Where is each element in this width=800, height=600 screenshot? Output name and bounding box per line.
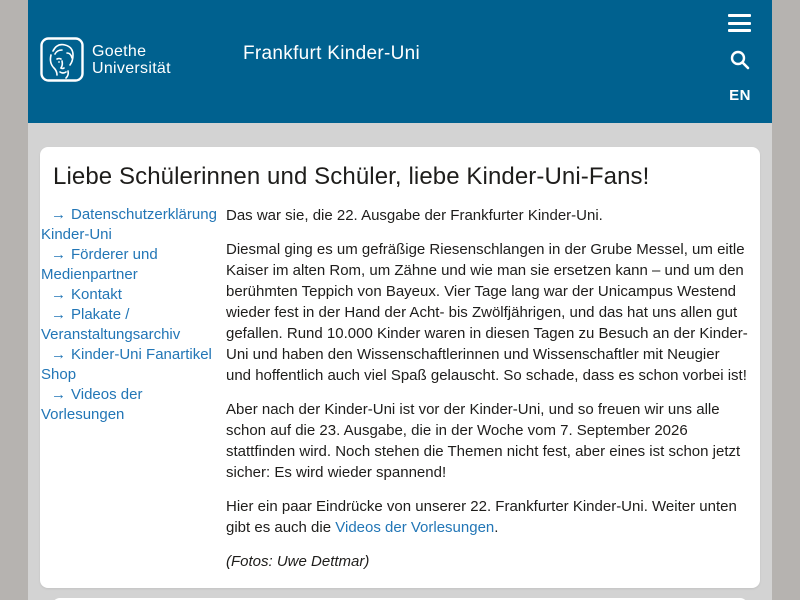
videos-link[interactable]: Videos der Vorlesungen [335, 519, 495, 536]
closing-period: . [494, 519, 499, 536]
arrow-icon: → [51, 206, 66, 223]
content-card [40, 147, 760, 588]
paragraph-closing [226, 496, 748, 538]
sidebar-link-label: Datenschutzerklärung Kinder-Uni [41, 206, 217, 243]
paragraph-outlook: Aber nach der Kinder-Uni ist vor der Kinder-Uni, und so freuen wir uns alle schon auf die 23. Ausgabe, die in der Woche vom 7. September 2026 stattfinden wird. Noch stehen die Themen nicht fest, aber eines ist schon jetzt sicher: Es wird wieder spannend! [226, 401, 741, 481]
search-icon [729, 49, 751, 71]
sidebar-item [41, 285, 220, 305]
sidebar-item [41, 385, 220, 425]
sidebar-item [41, 305, 220, 345]
arrow-icon: → [51, 246, 66, 263]
sidebar-item [41, 205, 220, 245]
arrow-icon: → [51, 286, 66, 303]
logo-line1: Goethe [92, 42, 147, 60]
sidebar-link-fanartikel[interactable] [41, 346, 212, 383]
menu-button[interactable] [728, 14, 751, 32]
sidebar-link-list [41, 205, 220, 425]
sidebar-link-plakate[interactable] [41, 306, 180, 343]
sidebar-item [41, 245, 220, 285]
page-title: Liebe Schülerinnen und Schüler, liebe Kinder-Uni-Fans! [53, 163, 650, 190]
paragraph-intro: Das war sie, die 22. Ausgabe der Frankfurter Kinder-Uni. [226, 207, 603, 224]
content-area [28, 123, 772, 600]
search-button[interactable] [729, 49, 751, 71]
sidebar-link-foerderer[interactable] [41, 246, 158, 283]
goethe-portrait-icon [40, 37, 84, 82]
paragraph-recap: Diesmal ging es um gefräßige Riesenschlangen in der Grube Messel, um eitle Kaiser im alten Rom, um Zähne und wie man sie ersetzen kann – und um den berühmten Teppich von Bayeux. Vier Tage lang war der Unicampus Westend wieder fest in der Hand der Acht- bis Zwölfjährigen, und das hat uns allen gut gefallen. Rund 10.000 Kinder waren in diesen Tagen zu Besuch an der Kinder-Uni und haben den Wissenschaftlerinnen und Wissenschaftler mit Neugier und hoffentlich auch viel Spaß gelauscht. So schade, dass es schon vorbei ist! [226, 241, 748, 384]
sidebar-link-label: Plakate / Veranstaltungsarchiv [41, 306, 181, 343]
closing-text: Hier ein paar Eindrücke von unserer 22. Frankfurter Kinder-Uni. Weiter unten gibt es auch die [226, 498, 737, 536]
logo-wordmark [92, 43, 171, 77]
header [28, 0, 772, 123]
sidebar-nav [41, 205, 220, 425]
logo-line2: Universität [92, 59, 171, 77]
sidebar-link-videos[interactable] [41, 386, 142, 423]
sidebar-link-kontakt[interactable] [51, 286, 122, 303]
article-body [226, 205, 748, 572]
arrow-icon: → [51, 346, 66, 363]
sidebar-link-label: Kinder-Uni Fanartikel Shop [41, 346, 212, 383]
sidebar-item [41, 345, 220, 385]
goethe-logo[interactable] [40, 37, 171, 82]
sidebar-link-label: Videos der Vorlesungen [41, 386, 143, 423]
arrow-icon: → [51, 386, 66, 403]
hamburger-icon [728, 14, 751, 17]
page-container [28, 0, 772, 600]
two-column-layout [41, 205, 748, 572]
photo-credit: (Fotos: Uwe Dettmar) [226, 553, 370, 570]
sidebar-link-datenschutz[interactable] [41, 206, 217, 243]
arrow-icon: → [51, 306, 66, 323]
sidebar-link-label: Kontakt [71, 286, 122, 303]
language-toggle-en[interactable]: EN [729, 87, 751, 104]
sidebar-link-label: Förderer und Medienpartner [41, 246, 158, 283]
site-title[interactable]: Frankfurt Kinder-Uni [243, 43, 421, 64]
